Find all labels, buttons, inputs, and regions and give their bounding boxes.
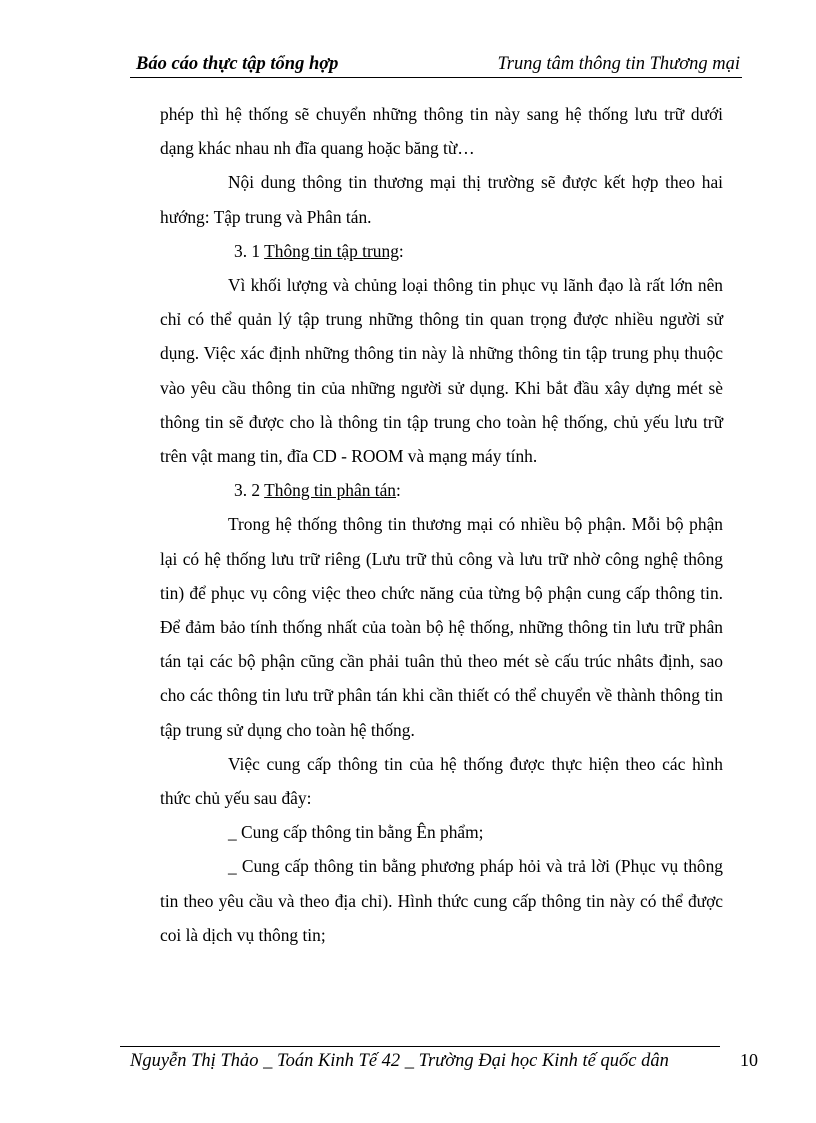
section-title: Thông tin tập trung: [264, 240, 399, 261]
section-heading-3-2: [160, 473, 723, 507]
paragraph: Trong hệ thống thông tin thương mại có nhiều bộ phận. Mỗi bộ phận lại có hệ thống lưu trữ riêng (Lưu trữ thủ công và lưu trữ nhờ công nghệ thông tin) để phục vụ công việc theo chức năng của từng bộ phận cung cấp thông tin. Để đảm bảo tính thống nhất của toàn bộ hệ thống, những thông tin lưu trữ phân tán tại các bộ phận cũng cần phải tuân thủ theo mét sè cấu trúc nhâts định, sao cho các thông tin lưu trữ phân tán khi cần thiết có thể chuyển về thành thông tin tập trung sử dụng cho toàn hệ thống.: [160, 514, 723, 740]
page-header: [130, 53, 742, 78]
section-number: 3. 1: [234, 240, 265, 261]
section-heading-3-1: [160, 234, 723, 268]
page-number: 10: [740, 1050, 758, 1070]
list-item: _ Cung cấp thông tin bằng Ên phẩm;: [228, 822, 484, 843]
list-item: _ Cung cấp thông tin bằng phương pháp hỏi và trả lời (Phục vụ thông tin theo yêu cầu và theo địa chỉ). Hình thức cung cấp thông tin này có thể được coi là dịch vụ thông tin;: [160, 856, 723, 945]
section-colon: :: [395, 480, 401, 501]
document-body: [160, 97, 723, 952]
footer-author: Nguyễn Thị Thảo _ Toán Kinh Tế 42 _ Trường Đại học Kinh tế quốc dân: [130, 1051, 669, 1071]
organization-name: Trung tâm thông tin Thương mại: [497, 54, 740, 74]
paragraph: Vì khối lượng và chủng loại thông tin phục vụ lãnh đạo là rất lớn nên chỉ có thể quản lý tập trung những thông tin quan trọng được nhiều người sử dụng. Việc xác định những thông tin này là những thông tin tập trung phụ thuộc vào yêu cầu thông tin của những người sử dụng. Khi bắt đầu xây dựng mét sè thông tin sẽ được cho là thông tin tập trung cho toàn hệ thống, chủ yếu lưu trữ trên vật mang tin, đĩa CD - ROOM và mạng máy tính.: [160, 275, 723, 467]
paragraph: Nội dung thông tin thương mại thị trường sẽ được kết hợp theo hai hướng: Tập trung và Phân tán.: [160, 172, 723, 227]
section-title: Thông tin phân tán: [264, 480, 396, 501]
paragraph: phép thì hệ thống sẽ chuyển những thông tin này sang hệ thống lưu trữ dưới dạng khác nhau nh đĩa quang hoặc băng từ…: [160, 104, 723, 159]
section-number: 3. 2: [234, 480, 265, 501]
section-colon: :: [398, 240, 404, 261]
paragraph: Việc cung cấp thông tin của hệ thống được thực hiện theo các hình thức chủ yếu sau đây:: [160, 753, 723, 809]
report-title: Báo cáo thực tập tổng hợp: [136, 54, 339, 74]
footer-divider: [120, 1046, 720, 1047]
